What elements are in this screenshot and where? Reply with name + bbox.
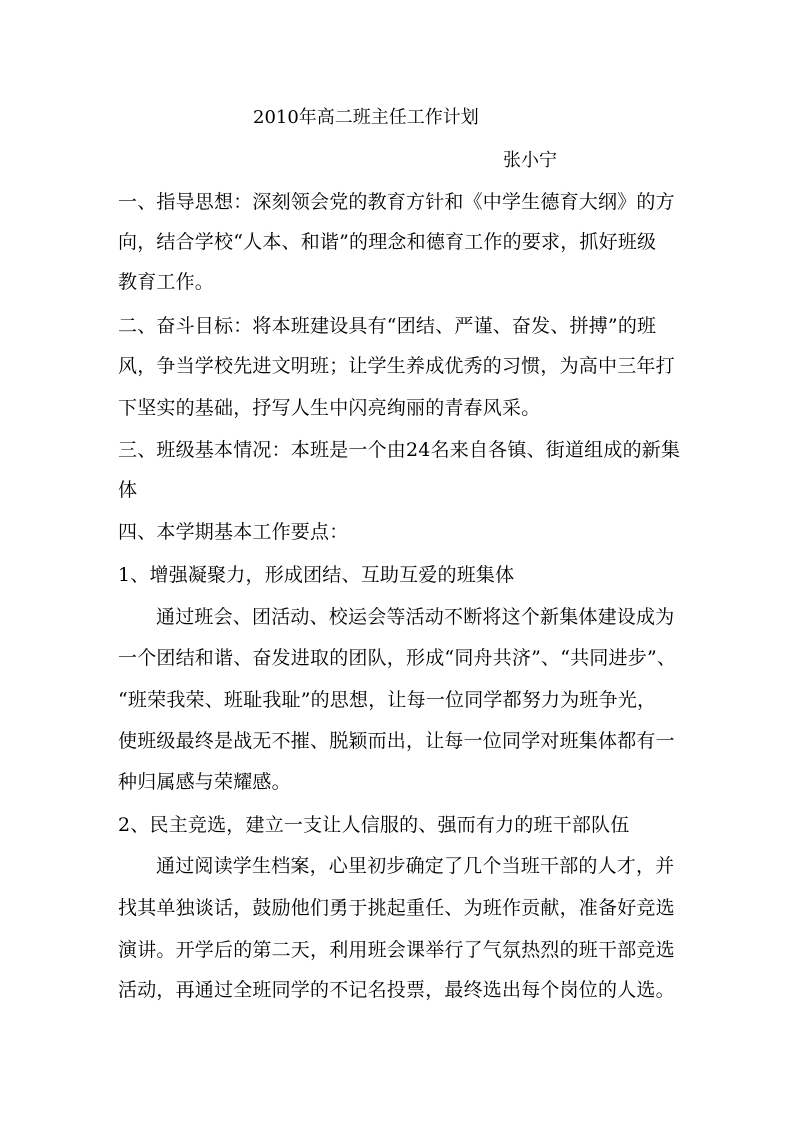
text-line: 1、增强凝聚力，形成团结、互助互爱的班集体 [118,564,515,586]
text-line: “班荣我荣、班耻我耻”的思想，让每一位同学都努力为班争光， [118,689,657,711]
text-line: 四、本学期基本工作要点： [118,521,349,543]
text-line: 体 [118,479,138,501]
text-line: 通过阅读学生档案，心里初步确定了几个当班干部的人才，并 [156,855,675,877]
text-line: 找其单独谈话，鼓励他们勇于挑起重任、为班作贡献，准备好竞选 [118,897,675,919]
text-line: 使班级最终是战无不摧、脱颖而出，让每一位同学对班集体都有一 [118,730,675,752]
text-line: 三、班级基本情况：本班是一个由24名来自各镇、街道组成的新集 [118,439,681,461]
author-name: 张小宁 [503,150,557,171]
text-line: 教育工作。 [118,271,215,293]
text-line: 风，争当学校先进文明班；让学生养成优秀的习惯，为高中三年打 [118,355,675,377]
text-line: 二、奋斗目标：将本班建设具有“团结、严谨、奋发、拼搏”的班 [118,315,657,337]
text-line: 活动，再通过全班同学的不记名投票，最终选出每个岗位的人选。 [118,979,675,1001]
text-line: 种归属感与荣耀感。 [118,771,291,793]
text-line: 下坚实的基础，抒写人生中闪亮绚丽的青春风采。 [118,397,541,419]
text-line: 一、指导思想：深刻领会党的教育方针和《中学生德育大纲》的方 [118,191,675,213]
text-line: 通过班会、团活动、校运会等活动不断将这个新集体建设成为 [156,606,675,628]
text-line: 2、民主竞选，建立一支让人信服的、强而有力的班干部队伍 [118,814,630,836]
text-line: 演讲。开学后的第二天，利用班会课举行了气氛热烈的班干部竞选 [118,939,675,961]
text-line: 向，结合学校“人本、和谐”的理念和德育工作的要求，抓好班级 [118,231,657,253]
text-line: 一个团结和谐、奋发进取的团队，形成“同舟共济”、“共同进步”、 [118,647,677,669]
document-title: 2010年高二班主任工作计划 [253,107,479,128]
